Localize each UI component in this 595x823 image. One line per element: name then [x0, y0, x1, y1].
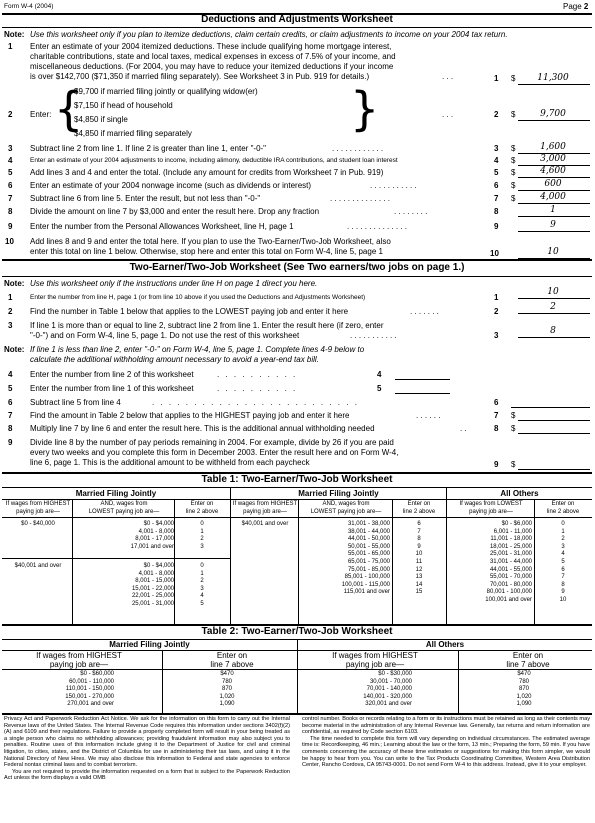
privacy-left-p2: You are not required to provide the information requested on a form that is subject to the Paperwork Reduction Act unless the form displays a valid OMB: [4, 768, 290, 782]
ws2-line3-field[interactable]: 8: [550, 326, 556, 336]
ws2-line7-field[interactable]: [518, 420, 590, 421]
ws1-line2-dollar: $: [511, 110, 516, 119]
ws2-line6-num: 6: [8, 398, 13, 407]
table1-col-highest-2: If wages from HIGHEST paying job are—: [232, 501, 298, 515]
table1-title: Table 1: Two-Earner/Two-Job Worksheet: [201, 474, 393, 485]
ws2-line8-field[interactable]: [518, 433, 590, 434]
ws1-line3-text: Subtract line 2 from line 1. If line 2 is greater than line 1, enter "-0-": [30, 144, 267, 153]
table1-others-vals: 0 1 2 3 4 5 6 7 8 9 10: [559, 521, 567, 603]
brace-left: {: [54, 82, 84, 136]
ws1-line3-num: 3: [8, 144, 13, 153]
table1-mfj-header-2: Married Filing Jointly: [298, 489, 379, 498]
ws1-line2-opt-a: $9,700 if married filing jointly or qualifying widow(er): [74, 87, 258, 96]
form-w4-page2: Form W-4 (2004) Page 2 Deductions and Adjustments Worksheet Note: Use this worksheet only if you plan to itemize deductions, claim certain credits, or claim adjustments to income on your 2004 tax return. 1 Enter an estimate of your 2004 itemized deductions. These include qualifying home mortgage interest, charitable contributions, state and local taxes, medical expenses in excess of 7.5% of your income, and miscellaneous deductions. (For 2004, you may have to reduce your itemized deductions if your income is over $142,700 ($71,350 if married filing separately). See Worksheet 3 in Pub. 919 for details.) . . . 1 $ 11,300 2 Enter: { $9,700 if married filing jointly or qualifying widow(er) $7,150 if head of household $4,850 if single $4,850 if married filing separately } . . . 2 $ 9,700 3 Subtract line 2 from line 1. If line 2 is greater than line 1, enter "-0-" . . . . . . . . . . . . 3 $ 1,600 4 Enter an estimate of your 2004 adjustments to income, including alimony, deductible IRA contributions, and student loan interest 4 $ 3,000 5 Add lines 3 and 4 and enter the total. (Include any amount for credits from Worksheet 7 in Pub. 919) 5 $ 4,600 6 Enter an estimate of your 2004 nonwage income (such as dividends or interest) . . . . . . . . . . . 6 $ 600 7 Subtract line 6 from line 5. Enter the result, but not less than "-0-" . . . . . . . . . . . . . . 7 $ 4,000 8 Divide the amount on line 7 by $3,000 and enter the result here. Drop any fraction . . . . . . . . 8 1 9 Enter the number from the Personal Allowances Worksheet, line H, page 1 . . . . . . . . . . . . . . 9 9 10 Add lines 8 and 9 and enter the total here. If you plan to use the Two-Earner/Two-Job Worksheet, also enter this total on line 1 below. Otherwise, stop here and enter this total on Form W-4, line 5, page 1 10 10 Two-Earner/Two-Job Worksheet (See Two earners/two jobs on page 1.) Note: Use this worksheet only if the instructions under line H on page 1 direct you here. 1 Enter the number from line H, page 1 (or from line 10 above if you used the Deductions and Adjustments Worksheet) 1 10 2 Find the number in Table 1 below that applies to the LOWEST paying job and enter it here . . . . . . . 2 2 3 If line 1 is more than or equal to line 2, subtract line 2 from line 1. Enter the result here (if zero, enter "-0-") and on Form W-4, line 5, page 1. Do not use the rest of this worksheet . . . . . . . . . . . 3 8 Note: If line 1 is less than line 2, enter "-0-" on Form W-4, line 5, page 1. Complete lines 4-9 below to calculate the additional withholding amount necessary to avoid a year-end tax bill. 4 Enter the number from line 2 of this worksheet . . . . . . . . . . 4 5 Enter the number from line 1 of this worksheet . . . . . . . . . . 5 6 Subtract line 5 from line 4 . . . . . . . . . . . . . . . . . . . . . . . . . 6 7 Find the amount in Table 2 below that applies to the HIGHEST paying job and enter it here . . . . . . 7 $ 8 Multiply line 7 by line 6 and enter the result here. This is the additional annual withholding needed . . 8 $ 9 Divide line 8 by the number of pay periods remaining in 2004. For example, divide by 26 if you are paid every two weeks and you complete this form in December 2003. Enter the result here and on Form W-4, line 6, page 1. This is the additional amount to be withheld from each paycheck 9 $ Table 1: Two-Earner/Two-Job Worksheet Married Filing Jointly Married Filing Jointly All Others If wages from HIGHEST paying job are— AND, wages from LOWEST paying job are— Enter on line 2 above If wages from HIGHEST paying job are— AND, wages from LOWEST paying job are— Enter on line 2 above If wages from LOWEST paying job are— Enter on line 2 above $0 - $40,000 $0 - $4,000 4,001 - 8,000 8,001 - 17,000 17,001 and over 0 1 2 3 $40,001 and over $0 - $4,000 4,001 - 8,000 8,001 - 15,000 15,001 - 22,000 22,001 - 25,000 25,001 - 31,000 0 1 2 3 4 5 $40,001 and over 31,001 - 38,000 38,001 - 44,000 44,001 - 50,000 50,001 - 55,000 55,001 - 65,000 65,001 - 75,000 75,001 - 85,000 85,001 - 100,000 100,001 - 115,000 115,001 and over 6 7 8 9 10 11 12 13 14 15 $0 - $6,000 6,001 - 11,000 11,001 - 18,000 18,001 - 25,000 25,001 - 31,000 31,001 - 44,000 44,001 - 55,000 55,001 - 70,000 70,001 - 80,000 80,001 - 100,000 100,001 and over 0 1 2 3 4 5 6 7 8 9 10 Table 2: Two-Earner/Two-Job Worksheet Married Filing Jointly All Others If wages from HIGHEST paying job are— Enter on line 7 above If wages from HIGHEST paying job are— Enter on line 7 above $0 - $60,000 60,001 - 110,000 110,001 - 150,000 150,001 - 270,000 270,001 and over $470 780 870 1,020 1,090 $0 - $30,000 30,001 - 70,000 70,001 - 140,000 140,001 - 320,000 320,001 and over $470 780 870 1,020 1,090 Privacy Act and Paperwork Reduction Act Notice. We ask for the information on this form to carry out the Internal Revenue laws of the United States. The Internal Revenue Code requires this information under sections 3402(f)(2)(A) and 6109 and their regulations. Failure to provide a properly completed form will result in your being treated as a single person who claims no withholding allowances; providing fraudulent information may also subject you to penalties. Routine uses of this information include giving it to the Department of Justice for civil and criminal litigation, to cities, states, and the District of Columbia for use in administering their tax laws, and using it in the National Directory of New Hires. We may also disclose this information to Federal and state agencies to enforce Federal nontax criminal laws and to combat terrorism. You are not required to provide the information requested on a form that is subject to the Paperwork Reduction Act unless the form displays a valid OMB control number. Books or records relating to a form or its instructions must be retained as long as their contents may become material in the administration of any Internal Revenue law. Generally, tax returns and return information are confidential, as required by Code section 6103. The time needed to complete this form will vary depending on individual circumstances. The estimated average time is: Recordkeeping, 46 min.; Learning about the law or the form, 13 min.; Preparing the form, 59 min. If you have comments concerning the accuracy of these time estimates or suggestions for making this form simpler, we would be happy to hear from you. You can write to the Tax Products Coordinating Committee, Western Area Distribution Center, Rancho Cordova, CA 95743-0001. Do not send Form W-4 to this address. Instead, give it to your employer.: [4, 2, 590, 782]
ws1-line4-dollar: $: [511, 156, 516, 165]
ws1-line3-field[interactable]: 1,600: [540, 142, 566, 152]
ws1-line6-field[interactable]: 600: [544, 179, 562, 189]
ws2-line9-text-a: Divide line 8 by the number of pay periods remaining in 2004. For example, divide by 26 if you are paid: [30, 438, 394, 447]
table2-others-ranges: $0 - $30,000 30,001 - 70,000 70,001 - 140,000 140,001 - 320,000 320,001 and over: [363, 671, 412, 708]
ws1-line1-text-d: is over $142,700 ($71,350 if married filing separately). See Worksheet 3 in Pub. 919 for details.): [30, 72, 370, 81]
ws1-line9-text: Enter the number from the Personal Allowances Worksheet, line H, page 1: [30, 222, 294, 231]
ws2-line7-box: 7: [494, 411, 499, 420]
ws1-line6-box: 6: [494, 181, 499, 190]
brace-right: }: [350, 82, 380, 136]
ws1-line10-text-b: enter this total on line 1 below. Otherwise, stop here and enter this total on Form W-4, line 5, page 1: [30, 247, 383, 256]
ws1-line4-field[interactable]: 3,000: [540, 154, 566, 164]
table2-mfj-ranges: $0 - $60,000 60,001 - 110,000 110,001 - 150,000 150,001 - 270,000 270,001 and over: [65, 671, 114, 708]
table1-others-ranges: $0 - $6,000 6,001 - 11,000 11,001 - 18,000 18,001 - 25,000 25,001 - 31,000 31,001 - 44,000 44,001 - 55,000 55,001 - 70,000 70,001 - 80,000 80,001 - 100,000 100,001 and over: [485, 521, 532, 603]
table2-col-enter-2: Enter on line 7 above: [506, 651, 550, 669]
table2-mfj-vals: $470 780 870 1,020 1,090: [219, 671, 235, 708]
privacy-left-p1: Privacy Act and Paperwork Reduction Act Notice. We ask for the information on this form to carry out the Internal Revenue laws of the United States. The Internal Revenue Code requires this information under sections 3402(f)(2)(A) and 6109 and their regulations. Failure to provide a properly completed form will result in your being treated as a single person who claims no withholding allowances; providing fraudulent information may also subject you to penalties. Routine uses of this information include giving it to the Department of Justice for civil and criminal litigation, to cities, states, and the District of Columbia for use in administering their tax laws, and using it in the National Directory of New Hires. We may also disclose this information to Federal and state agencies to enforce Federal nontax criminal laws and to combat terrorism.: [4, 716, 290, 769]
page-word: Page: [563, 2, 582, 11]
table1-g3-highest: $40,001 and over: [241, 521, 289, 527]
ws1-line7-box: 7: [494, 194, 499, 203]
ws2-line8-box: 8: [494, 424, 499, 433]
ws1-line8-box: 8: [494, 207, 499, 216]
ws2-line5-num: 5: [8, 384, 13, 393]
ws1-line8-field[interactable]: 1: [550, 205, 556, 215]
page-number: 2: [583, 2, 589, 11]
table2-others-header: All Others: [425, 640, 465, 649]
ws1-line3-dollar: $: [511, 144, 516, 153]
table1-g3-vals: 6 7 8 9 10 11 12 13 14 15: [415, 521, 423, 596]
ws1-line10-box: 10: [490, 249, 499, 258]
ws1-line1-num: 1: [8, 42, 13, 51]
table1-g2-highest: $40,001 and over: [14, 563, 62, 569]
privacy-right: [302, 716, 590, 769]
ws1-end-rule: [2, 259, 592, 261]
ws1-line7-field[interactable]: 4,000: [540, 192, 566, 202]
ws2-line2-num: 2: [8, 307, 13, 316]
ws1-line6-text: Enter an estimate of your 2004 nonwage income (such as dividends or interest): [30, 181, 312, 190]
ws1-line2-box: 2: [494, 110, 499, 119]
ws1-line9-field[interactable]: 9: [550, 220, 556, 230]
ws1-line2-enter: Enter:: [30, 110, 52, 119]
table2-mfj-header: Married Filing Jointly: [109, 640, 190, 649]
table1-g1-vals: 0 1 2 3: [200, 521, 204, 550]
table1-mfj-header-1: Married Filing Jointly: [75, 489, 157, 498]
ws1-line9-box: 9: [494, 222, 499, 231]
ws1-line6-num: 6: [8, 181, 13, 190]
ws2-line2-field[interactable]: 2: [550, 302, 556, 312]
ws2-note-text: Use this worksheet only if the instructions under line H on page 1 direct you here.: [30, 279, 318, 288]
ws1-line8-text: Divide the amount on line 7 by $3,000 and enter the result here. Drop any fraction: [30, 207, 320, 216]
ws2-line6-text: Subtract line 5 from line 4: [30, 398, 121, 407]
ws1-line2-opt-d: $4,850 if married filing separately: [74, 129, 192, 138]
table2-col-highest-1: If wages from HIGHEST paying job are—: [36, 651, 122, 669]
ws2-line9-text-b: every two weeks and you complete this form in December 2003. Enter the result here and on Form W-4,: [30, 448, 399, 457]
ws2-line1-field[interactable]: 10: [547, 287, 559, 297]
table2-others-vals: $470 780 870 1,020 1,090: [516, 671, 532, 708]
ws2-line1-num: 1: [8, 293, 13, 302]
ws1-line8-num: 8: [8, 207, 13, 216]
privacy-right-p2: The time needed to complete this form will vary depending on individual circumstances. The estimated average time is: Recordkeeping, 46 min.; Learning about the law or the form, 13 min.; Preparing the form, 59 min. If you have comments concerning the accuracy of these time estimates or suggestions for making this form simpler, we would be happy to hear from you. You can write to the Tax Products Coordinating Committee, Western Area Distribution Center, Rancho Cordova, CA 95743-0001. Do not send Form W-4 to this address. Instead, give it to your employer.: [302, 735, 590, 769]
ws1-line4-num: 4: [8, 156, 13, 165]
table1-col-lowest-2: AND, wages from LOWEST paying job are—: [310, 501, 382, 515]
table1-col-highest-1: If wages from HIGHEST paying job are—: [5, 501, 71, 515]
ws1-line5-dollar: $: [511, 168, 516, 177]
table2-col-enter-1: Enter on line 7 above: [210, 651, 254, 669]
ws2-line7-dollar: $: [511, 411, 516, 420]
table1-col-lowest-others: If wages from LOWEST paying job are—: [459, 501, 523, 515]
ws1-line9-num: 9: [8, 222, 13, 231]
ws2-note2-label: Note:: [4, 345, 25, 354]
ws2-line9-field[interactable]: [518, 469, 590, 470]
ws1-line1-text-c: miscellaneous deductions. (For 2004, you may have to reduce your itemized deductions if your income: [30, 62, 394, 71]
ws2-line9-num: 9: [8, 438, 13, 447]
ws2-line3-num: 3: [8, 321, 13, 330]
form-label: Form W-4 (2004): [4, 3, 54, 10]
ws2-line5-text: Enter the number from line 1 of this worksheet: [30, 384, 194, 393]
ws2-line1-text: Enter the number from line H, page 1 (or from line 10 above if you used the Deductions and Adjustments Worksheet): [30, 294, 366, 301]
ws2-line3-text-a: If line 1 is more than or equal to line 2, subtract line 2 from line 1. Enter the result here (if zero, enter: [30, 321, 384, 330]
ws1-line1-box: 1: [494, 74, 499, 83]
table1-others-header: All Others: [500, 489, 539, 498]
table1-col-enter-2: Enter on line 2 above: [402, 501, 436, 515]
table1-g2-vals: 0 1 2 3 4 5: [200, 563, 204, 607]
ws2-line7-num: 7: [8, 411, 13, 420]
ws2-line9-box: 9: [494, 460, 499, 469]
ws1-line2-num: 2: [8, 110, 13, 119]
table1-col-lowest-1: AND, wages from LOWEST paying job are—: [88, 501, 160, 515]
ws2-note2-a: If line 1 is less than line 2, enter "-0-" on Form W-4, line 5, page 1. Complete lines 4-9 below to: [30, 345, 365, 354]
ws2-line8-text: Multiply line 7 by line 6 and enter the result here. This is the additional annual withholding needed: [30, 424, 375, 433]
ws1-line4-box: 4: [494, 156, 499, 165]
ws2-line2-text: Find the number in Table 1 below that applies to the LOWEST paying job and enter it here: [30, 307, 349, 316]
ws1-line10-num: 10: [5, 237, 14, 246]
table1-g1-ranges: $0 - $4,000 4,001 - 8,000 8,001 - 17,000 17,001 and over: [130, 521, 174, 550]
ws2-line8-num: 8: [8, 424, 13, 433]
ws1-line5-field[interactable]: 4,600: [540, 166, 566, 176]
ws1-line1-text-a: Enter an estimate of your 2004 itemized deductions. These include qualifying home mortgage interest,: [30, 42, 392, 51]
ws1-line5-box: 5: [494, 168, 499, 177]
ws2-line8-dollar: $: [511, 424, 516, 433]
ws1-line10-text-a: Add lines 8 and 9 and enter the total here. If you plan to use the Two-Earner/Two-Job Worksheet, also: [30, 237, 391, 246]
ws2-line4-field[interactable]: [395, 379, 450, 380]
privacy-right-p1: control number. Books or records relating to a form or its instructions must be retained as long as their contents may become material in the administration of any Internal Revenue law. Generally, tax returns and return information are confidential, as required by Code section 6103.: [302, 716, 590, 736]
ws1-title-rule: [2, 27, 592, 28]
ws1-line4-text: Enter an estimate of your 2004 adjustments to income, including alimony, deductible IRA contributions, and student loan interest: [30, 157, 398, 164]
ws2-line3-box: 3: [494, 331, 499, 340]
ws2-line3-text-b: "-0-") and on Form W-4, line 5, page 1. Do not use the rest of this worksheet: [30, 331, 300, 340]
ws1-line6-dollar: $: [511, 181, 516, 190]
ws2-line4-box: 4: [377, 370, 382, 379]
table1-g1-highest: $0 - $40,000: [21, 521, 55, 527]
ws1-line2-opt-b: $7,150 if head of household: [74, 101, 173, 110]
table2-title: Table 2: Two-Earner/Two-Job Worksheet: [201, 626, 393, 637]
ws2-line9-text-c: line 6, page 1. This is the additional amount to be withheld from each paycheck: [30, 458, 310, 467]
ws1-line7-dollar: $: [511, 194, 516, 203]
ws2-line7-text: Find the amount in Table 2 below that applies to the HIGHEST paying job and enter it here: [30, 411, 350, 420]
table1-g3-ranges: 31,001 - 38,000 38,001 - 44,000 44,001 - 50,000 50,001 - 55,000 55,001 - 65,000 65,001 - 75,000 75,001 - 85,000 85,001 - 100,000 100,001 - 115,000 115,001 and over: [341, 521, 390, 596]
table1-col-enter-others: Enter on line 2 above: [546, 501, 580, 515]
ws1-line5-num: 5: [8, 168, 13, 177]
ws1-line2-opt-c: $4,850 if single: [74, 115, 128, 124]
ws1-line10-field[interactable]: 10: [547, 247, 559, 257]
ws2-line9-dollar: $: [511, 460, 516, 469]
ws1-line2-field[interactable]: 9,700: [540, 109, 566, 119]
page-label: [563, 2, 588, 12]
two-earner-worksheet-title: Two-Earner/Two-Job Worksheet (See Two earners/two jobs on page 1.): [129, 262, 465, 273]
ws2-line4-text: Enter the number from line 2 of this worksheet: [30, 370, 194, 379]
ws2-note-label: Note:: [4, 279, 25, 288]
ws1-note-text: Use this worksheet only if you plan to itemize deductions, claim certain credits, or claim adjustments to income on your 2004 tax return.: [30, 30, 508, 39]
ws1-line1-text-b: charitable contributions, state and local taxes, medical expenses in excess of 7.5% of your income, and: [30, 52, 396, 61]
table1-g2-ranges: $0 - $4,000 4,001 - 8,000 8,001 - 15,000 15,001 - 22,000 22,001 - 25,000 25,001 - 31,000: [131, 563, 174, 607]
ws2-line5-field[interactable]: [395, 393, 450, 394]
ws1-line1-dollar: $: [511, 74, 516, 83]
ws2-line1-box: 1: [494, 293, 499, 302]
ws2-line6-box: 6: [494, 398, 499, 407]
table1-col-enter-1: Enter on line 2 above: [185, 501, 219, 515]
ws2-line2-box: 2: [494, 307, 499, 316]
ws1-note-label: Note:: [4, 30, 25, 39]
ws1-line3-box: 3: [494, 144, 499, 153]
deductions-worksheet-title: Deductions and Adjustments Worksheet: [201, 14, 393, 25]
ws2-line5-box: 5: [377, 384, 382, 393]
ws2-line4-num: 4: [8, 370, 13, 379]
ws1-line7-text: Subtract line 6 from line 5. Enter the result, but not less than "-0-": [30, 194, 261, 203]
ws1-line1-field[interactable]: 11,300: [537, 73, 569, 83]
ws2-note2-b: calculate the additional withholding amount necessary to avoid a year-end tax bill.: [30, 355, 319, 364]
ws1-line7-num: 7: [8, 194, 13, 203]
table2-col-highest-2: If wages from HIGHEST paying job are—: [332, 651, 418, 669]
ws2-line6-field[interactable]: [511, 407, 590, 408]
ws1-line5-text: Add lines 3 and 4 and enter the total. (Include any amount for credits from Worksheet 7 in Pub. 919): [30, 168, 384, 177]
privacy-left: [4, 716, 290, 782]
